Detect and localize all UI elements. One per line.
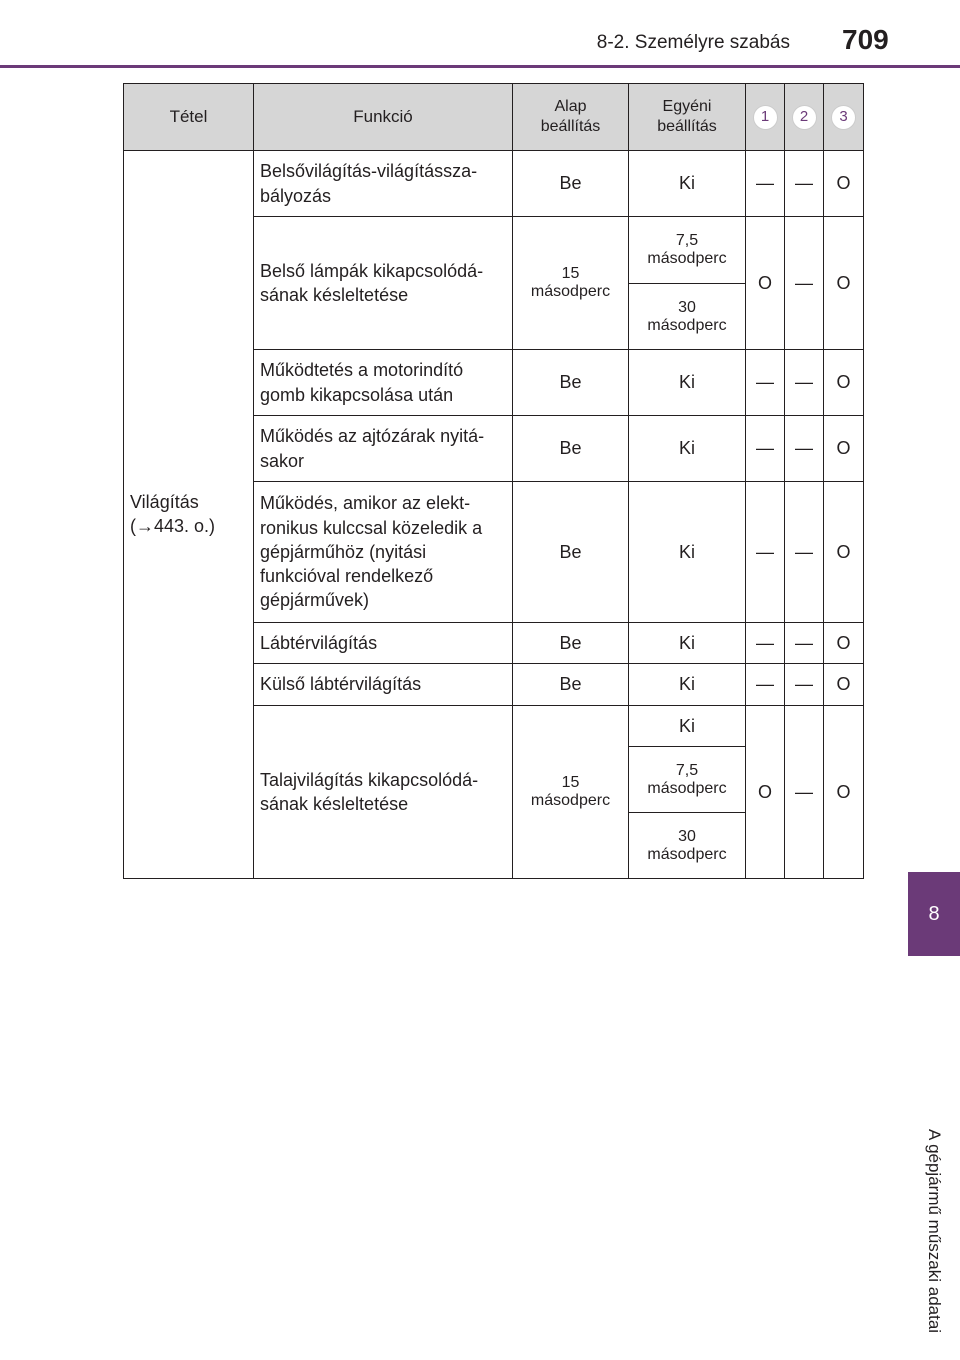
- custom-cell: Ki: [629, 482, 746, 623]
- default-cell: Be: [513, 664, 629, 706]
- custom-cell: Ki: [629, 664, 746, 706]
- default-value: 15: [561, 774, 580, 791]
- function-cell: Működés az ajtózárak nyitá-sakor: [254, 416, 513, 482]
- header-col1: [746, 84, 785, 151]
- header-custom-line2: beállítás: [657, 118, 717, 135]
- custom-unit: másodperc: [647, 845, 727, 863]
- default-cell: Be: [513, 482, 629, 623]
- header-col3: [824, 84, 864, 151]
- function-cell: Belsővilágítás-világítássza-bályozás: [254, 151, 513, 217]
- function-cell: Talajvilágítás kikapcsolódá-sának késleltetése: [254, 706, 513, 879]
- page-number: 709: [842, 24, 889, 55]
- custom-value: 7,5: [675, 761, 699, 779]
- col3-cell: O: [824, 416, 864, 482]
- function-cell: Belső lámpák kikapcsolódá-sának késleltetése: [254, 217, 513, 350]
- header-function: Funkció: [254, 84, 513, 151]
- default-cell: Be: [513, 151, 629, 217]
- col2-cell: —: [785, 664, 824, 706]
- col1-cell: —: [746, 151, 785, 217]
- col2-cell: —: [785, 350, 824, 416]
- default-unit: másodperc: [530, 283, 611, 300]
- function-cell: Működés, amikor az elekt-ronikus kulccsal közeledik a gépjárműhöz (nyitási funkcióval rendelkező gépjárművek): [254, 482, 513, 623]
- default-cell: [513, 217, 629, 350]
- function-cell: Működtetés a motorindító gomb kikapcsolása után: [254, 350, 513, 416]
- default-cell: Be: [513, 350, 629, 416]
- item-page-ref: (→443. o.): [130, 515, 216, 536]
- col1-cell: —: [746, 350, 785, 416]
- section-title: 8-2. Személyre szabás: [596, 32, 790, 53]
- col3-cell: O: [824, 664, 864, 706]
- circled-2-icon: 2: [792, 105, 817, 130]
- chapter-tab: 8: [908, 872, 960, 956]
- table-row: [124, 151, 864, 217]
- col1-cell: —: [746, 664, 785, 706]
- col1-cell: O: [746, 217, 785, 350]
- col2-cell: —: [785, 706, 824, 879]
- col3-cell: O: [824, 151, 864, 217]
- header-custom: [629, 84, 746, 151]
- col2-cell: —: [785, 151, 824, 217]
- default-value: 15: [561, 265, 580, 282]
- custom-cell: Ki: [629, 416, 746, 482]
- table-header-row: [124, 84, 864, 151]
- col2-cell: —: [785, 623, 824, 664]
- header-col2: [785, 84, 824, 151]
- circled-1-icon: 1: [753, 105, 778, 130]
- custom-cell: Ki: [629, 350, 746, 416]
- col1-cell: —: [746, 623, 785, 664]
- custom-value: 7,5: [675, 232, 699, 249]
- default-cell: Be: [513, 623, 629, 664]
- chapter-title-text: A gépjármű műszaki adatai: [925, 1128, 945, 1334]
- custom-unit: másodperc: [647, 316, 727, 334]
- col2-cell: —: [785, 416, 824, 482]
- circled-3-icon: 3: [831, 105, 856, 130]
- header-custom-line1: Egyéni: [662, 98, 712, 115]
- custom-cell: [629, 747, 746, 813]
- header-default-line1: Alap: [554, 98, 587, 115]
- header-default: [513, 84, 629, 151]
- item-cell: [124, 151, 254, 879]
- custom-unit: másodperc: [647, 779, 727, 797]
- custom-value: 30: [678, 298, 696, 316]
- custom-cell: [629, 217, 746, 284]
- custom-cell: [629, 813, 746, 879]
- settings-table: [123, 83, 864, 879]
- col2-cell: —: [785, 482, 824, 623]
- header-item: Tétel: [124, 84, 254, 151]
- default-cell: [513, 706, 629, 879]
- col2-cell: —: [785, 217, 824, 350]
- col1-cell: —: [746, 416, 785, 482]
- function-cell: Lábtérvilágítás: [254, 623, 513, 664]
- chapter-title: [914, 1128, 954, 1334]
- function-cell: Külső lábtérvilágítás: [254, 664, 513, 706]
- col3-cell: O: [824, 482, 864, 623]
- header-rule: [0, 65, 960, 68]
- col3-cell: O: [824, 706, 864, 879]
- custom-cell: [629, 284, 746, 350]
- col3-cell: O: [824, 217, 864, 350]
- col3-cell: O: [824, 350, 864, 416]
- col3-cell: O: [824, 623, 864, 664]
- custom-value: 30: [678, 827, 696, 845]
- custom-unit: másodperc: [647, 250, 727, 267]
- col1-cell: —: [746, 482, 785, 623]
- default-unit: másodperc: [530, 792, 611, 809]
- custom-cell: Ki: [629, 151, 746, 217]
- custom-cell: Ki: [629, 706, 746, 747]
- default-cell: Be: [513, 416, 629, 482]
- custom-cell: Ki: [629, 623, 746, 664]
- col1-cell: O: [746, 706, 785, 879]
- header-default-line2: beállítás: [540, 118, 601, 135]
- item-label: Világítás: [130, 492, 199, 513]
